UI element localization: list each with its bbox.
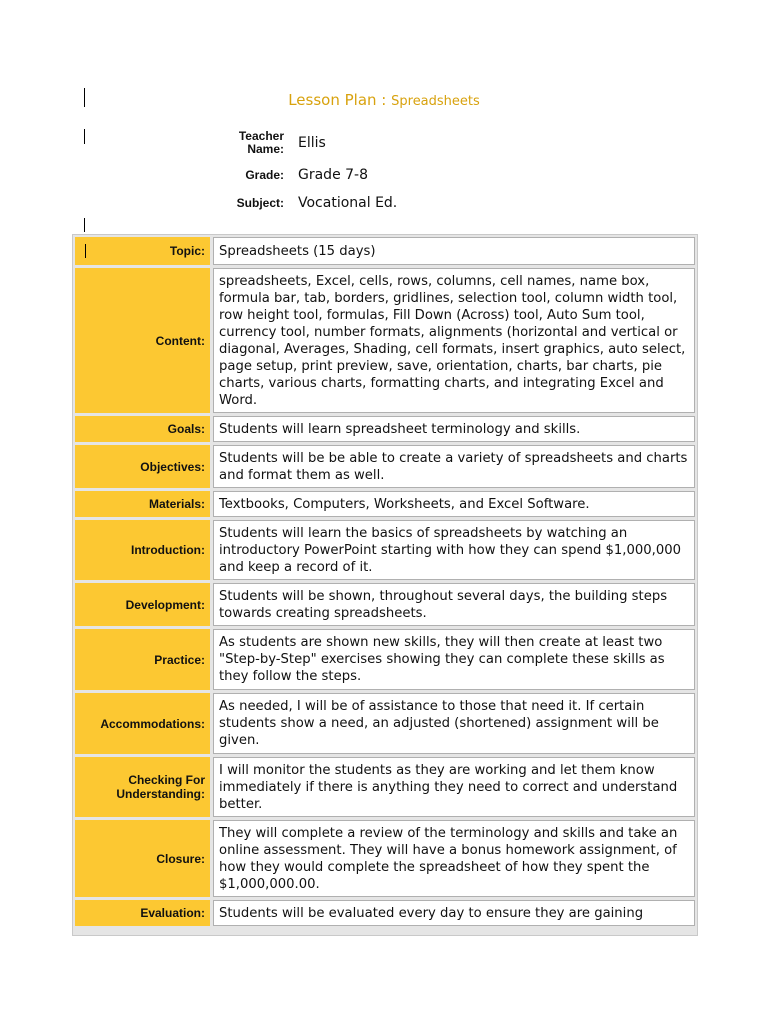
plan-label-content-text: Content:	[155, 333, 205, 348]
title-main: Lesson Plan	[288, 91, 377, 109]
plan-value-accommodations	[213, 693, 695, 754]
plan-row-accommodations	[75, 693, 695, 754]
plan-value-content	[213, 268, 695, 413]
plan-label-topic	[75, 237, 210, 265]
info-label-teacher: Teacher Name:	[238, 129, 284, 156]
plan-label-closure-text: Closure:	[156, 851, 205, 866]
plan-label-objectives	[75, 445, 210, 488]
plan-label-development	[75, 583, 210, 626]
plan-row-checking	[75, 757, 695, 817]
plan-label-introduction	[75, 520, 210, 580]
plan-value-evaluation-text: Students will be evaluated every day to ensure they are gaining	[219, 905, 644, 921]
plan-row-objectives	[75, 445, 695, 488]
text-cursor-mark	[84, 129, 85, 144]
text-cursor-mark	[85, 244, 86, 258]
plan-label-materials-text: Materials:	[148, 497, 205, 511]
plan-label-content	[75, 268, 210, 413]
title-separator: :	[376, 91, 392, 109]
info-value-subject: Vocational Ed.	[298, 194, 398, 211]
page-title	[0, 91, 768, 109]
plan-label-objectives-text: Objectives:	[140, 459, 205, 474]
plan-label-topic-text: Topic:	[169, 244, 205, 258]
plan-value-introduction-text: Students will learn the basics of spreadsheets by watching an introductory PowerPoint starting with how they can spend $1,000,000 and keep a record of it.	[219, 525, 682, 575]
plan-value-goals-text: Students will learn spreadsheet terminology and skills.	[219, 421, 581, 437]
plan-value-accommodations-text: As needed, I will be of assistance to those that need it. If certain students show a need, an adjusted (shortened) assignment will be given.	[219, 699, 659, 748]
plan-value-evaluation	[213, 900, 695, 926]
plan-label-accommodations-text: Accommodations:	[100, 716, 205, 731]
info-label-subject: Subject:	[236, 195, 284, 210]
plan-label-checking-text: Checking For Understanding:	[116, 773, 205, 801]
plan-label-checking	[75, 757, 210, 817]
info-value-teacher: Ellis	[298, 134, 326, 151]
info-label-grade: Grade:	[245, 167, 284, 182]
plan-value-topic	[213, 237, 695, 265]
plan-value-closure-text: They will complete a review of the terminology and skills and take an online assessment. They will have a bonus homework assignment, of how they would complete the spreadsheet of how they spent the $1,000,000.00.	[219, 825, 678, 892]
plan-value-practice-text: As students are shown new skills, they will then create at least two "Step-by-Step" exercises showing they can complete these skills as they follow the steps.	[219, 635, 665, 684]
plan-value-materials-text: Textbooks, Computers, Worksheets, and Excel Software.	[219, 496, 590, 512]
info-row-teacher	[222, 126, 397, 160]
plan-value-materials	[213, 491, 695, 517]
plan-value-objectives-text: Students will be be able to create a variety of spreadsheets and charts and format them as well.	[219, 450, 688, 483]
plan-label-practice	[75, 629, 210, 690]
plan-label-evaluation-text: Evaluation:	[140, 906, 205, 920]
plan-label-introduction-text: Introduction:	[131, 543, 205, 557]
plan-row-content	[75, 268, 695, 413]
lesson-info-table	[222, 126, 397, 216]
plan-label-accommodations	[75, 693, 210, 754]
plan-label-goals	[75, 416, 210, 442]
lesson-plan-table	[72, 234, 698, 936]
plan-value-practice	[213, 629, 695, 690]
plan-label-closure	[75, 820, 210, 897]
plan-label-development-text: Development:	[125, 597, 205, 612]
plan-value-objectives	[213, 445, 695, 488]
plan-label-evaluation	[75, 900, 210, 926]
plan-row-materials	[75, 491, 695, 517]
plan-value-introduction	[213, 520, 695, 580]
plan-value-checking-text: I will monitor the students as they are working and let them know immediately if there is anything they need to correct and understand better.	[219, 762, 678, 812]
title-subject: Spreadsheets	[391, 94, 480, 109]
plan-row-introduction	[75, 520, 695, 580]
text-cursor-mark	[84, 218, 85, 232]
plan-row-goals	[75, 416, 695, 442]
info-row-subject	[222, 190, 397, 216]
plan-row-evaluation	[75, 900, 695, 926]
plan-label-materials	[75, 491, 210, 517]
plan-row-development	[75, 583, 695, 626]
info-row-grade	[222, 160, 397, 190]
plan-value-development-text: Students will be shown, throughout several days, the building steps towards creating spreadsheets.	[219, 588, 668, 621]
plan-value-topic-text: Spreadsheets (15 days)	[219, 243, 376, 259]
info-value-grade: Grade 7-8	[298, 166, 368, 183]
plan-row-closure	[75, 820, 695, 897]
plan-value-content-text: spreadsheets, Excel, cells, rows, columns, cell names, name box, formula bar, tab, borders, gridlines, selection tool, column width tool, row height tool, formulas, Fill Down (Across) tool, Auto Sum tool, currency tool, number formats, alignments (horizontal and vertical or diagonal, Averages, Shading, cell formats, insert graphics, auto select, page setup, print preview, save, orientation, charts, bar charts, pie charts, various charts, formatting charts, and integrating Excel and Word.	[219, 273, 686, 408]
plan-label-practice-text: Practice:	[154, 652, 205, 667]
plan-row-topic	[75, 237, 695, 265]
plan-value-checking	[213, 757, 695, 817]
plan-value-goals	[213, 416, 695, 442]
plan-row-practice	[75, 629, 695, 690]
plan-value-closure	[213, 820, 695, 897]
plan-label-goals-text: Goals:	[167, 422, 205, 436]
plan-value-development	[213, 583, 695, 626]
